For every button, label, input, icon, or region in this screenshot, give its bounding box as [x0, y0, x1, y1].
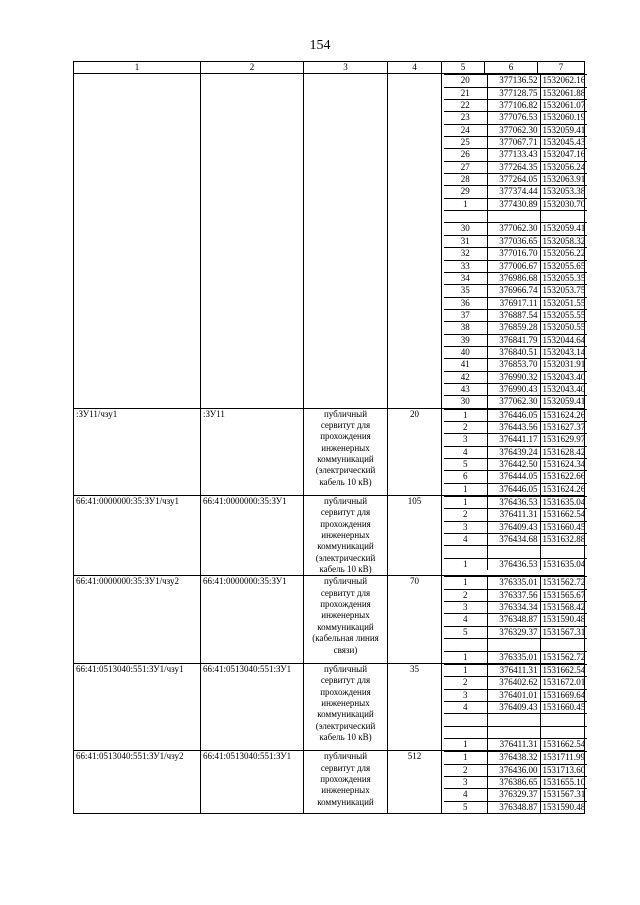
point-row: [444, 558, 587, 570]
point-number: 25: [444, 137, 487, 149]
point-number: 36: [444, 297, 487, 309]
parcel-number: 66:41:0513040:551:ЗУ1: [201, 663, 304, 750]
coordinate-y: [540, 639, 587, 651]
cadastral-part-number: :ЗУ11/чзу1: [74, 408, 201, 495]
coordinate-x: 376986.68: [487, 272, 540, 284]
point-row: [444, 359, 587, 371]
coordinate-x: 376443.56: [487, 421, 540, 433]
coordinate-x: [487, 546, 540, 558]
coordinate-y: 1531655.10: [540, 776, 587, 788]
point-row: [444, 260, 587, 272]
coordinate-x: 377006.67: [487, 260, 540, 272]
point-row: [444, 497, 587, 509]
point-number: 4: [444, 701, 487, 713]
coordinate-x: 376990.43: [487, 383, 540, 395]
coordinate-x: 377062.30: [487, 396, 540, 408]
point-row: [444, 248, 587, 260]
coordinate-y: 1531662.54: [540, 664, 587, 676]
easement-purpose: публичный сервитут для прохождения инженерных коммуникаций (электрический кабель 10 кВ): [304, 663, 388, 750]
area-value: 70: [388, 576, 442, 663]
coordinate-y: 1532055.35: [540, 272, 587, 284]
point-row: [444, 211, 587, 223]
coordinate-y: 1531562.72: [540, 651, 587, 663]
coordinate-y: 1531567.31: [540, 626, 587, 638]
point-row: [444, 639, 587, 651]
coordinate-y: 1531624.26: [540, 409, 587, 421]
coordinate-x: 376411.31: [487, 738, 540, 750]
point-number: 37: [444, 309, 487, 321]
coordinate-y: 1532059.41: [540, 124, 587, 136]
coordinate-y: 1532030.70: [540, 198, 587, 210]
coordinate-y: 1531565.67: [540, 589, 587, 601]
coordinate-y: 1532044.64: [540, 334, 587, 346]
coordinate-x: [487, 639, 540, 651]
coordinate-x: 377430.89: [487, 198, 540, 210]
coordinate-y: 1532053.75: [540, 285, 587, 297]
point-number: 26: [444, 149, 487, 161]
coordinate-x: 377264.05: [487, 174, 540, 186]
point-row: [444, 509, 587, 521]
coordinate-x: 376386.65: [487, 776, 540, 788]
coordinate-x: 376335.01: [487, 651, 540, 663]
coordinate-y: 1531624.34: [540, 459, 587, 471]
point-number: 1: [444, 577, 487, 589]
coordinate-y: 1532059.41: [540, 223, 587, 235]
coordinate-y: 1531660.45: [540, 521, 587, 533]
page-number: 154: [309, 38, 331, 53]
point-number: 1: [444, 483, 487, 495]
header-cell: 3: [304, 62, 388, 74]
coordinate-x: 376411.31: [487, 509, 540, 521]
header-cell: 6: [485, 62, 538, 74]
point-row: [444, 714, 587, 726]
point-number: [444, 639, 487, 651]
coordinate-x: 376348.87: [487, 801, 540, 813]
coordinate-x: [487, 726, 540, 738]
coordinate-y: 1531662.54: [540, 509, 587, 521]
coordinate-y: 1531562.72: [540, 577, 587, 589]
parcel-number: :ЗУ11: [201, 408, 304, 495]
coordinate-x: 377036.65: [487, 235, 540, 247]
coordinate-x: 376329.37: [487, 789, 540, 801]
point-number: 31: [444, 235, 487, 247]
coordinate-y: 1532053.38: [540, 186, 587, 198]
parcel-number: 66:41:0000000:35:ЗУ1: [201, 576, 304, 663]
point-row: [444, 75, 587, 87]
coordinate-x: 377062.30: [487, 124, 540, 136]
point-row: [444, 752, 587, 764]
point-row: [444, 87, 587, 99]
point-row: [444, 100, 587, 112]
point-row: [444, 346, 587, 358]
point-number: 29: [444, 186, 487, 198]
coordinate-x: 376990.32: [487, 371, 540, 383]
point-row: [444, 434, 587, 446]
coordinate-y: 1532063.91: [540, 174, 587, 186]
coordinate-x: 376436.53: [487, 558, 540, 570]
point-number: 1: [444, 198, 487, 210]
coordinate-x: 376966.74: [487, 285, 540, 297]
point-number: 5: [444, 626, 487, 638]
coordinate-x: 376337.56: [487, 589, 540, 601]
coordinate-x: 376411.31: [487, 664, 540, 676]
record-row: [74, 496, 585, 576]
point-number: [444, 546, 487, 558]
point-row: [444, 186, 587, 198]
coordinate-x: 377062.30: [487, 223, 540, 235]
point-row: [444, 112, 587, 124]
area-value: 512: [388, 751, 442, 814]
header-cell: 2: [201, 62, 304, 74]
point-row: [444, 174, 587, 186]
coordinate-x: 377067.71: [487, 137, 540, 149]
coordinate-y: 1532061.88: [540, 87, 587, 99]
coordinate-y: 1531635.04: [540, 558, 587, 570]
record-row: [74, 576, 585, 663]
coordinate-x: 377136.52: [487, 75, 540, 87]
coordinate-y: 1532043.40: [540, 383, 587, 395]
point-number: 3: [444, 776, 487, 788]
header-cell: 5: [442, 62, 485, 74]
points-cell: [442, 576, 585, 663]
point-number: 3: [444, 602, 487, 614]
coordinate-x: 376434.68: [487, 534, 540, 546]
points-cell: [442, 751, 585, 814]
coordinate-y: 1532050.55: [540, 322, 587, 334]
coordinate-x: [487, 211, 540, 223]
cadastral-part-number: 66:41:0000000:35:ЗУ1/чзу1: [74, 496, 201, 576]
point-number: 28: [444, 174, 487, 186]
point-number: 40: [444, 346, 487, 358]
points-cell: [442, 74, 585, 408]
point-row: [444, 223, 587, 235]
point-number: 5: [444, 801, 487, 813]
point-number: 34: [444, 272, 487, 284]
coordinate-x: 376401.01: [487, 689, 540, 701]
coordinate-y: 1532055.65: [540, 260, 587, 272]
coordinate-x: 376859.28: [487, 322, 540, 334]
point-number: [444, 714, 487, 726]
point-row: [444, 776, 587, 788]
coordinate-y: 1532031.91: [540, 359, 587, 371]
coordinate-y: 1531711.99: [540, 752, 587, 764]
coordinate-y: 1531590.48: [540, 614, 587, 626]
coordinate-x: 376841.79: [487, 334, 540, 346]
cadastral-part-number: 66:41:0513040:551:ЗУ1/чзу1: [74, 663, 201, 750]
area-value: 105: [388, 496, 442, 576]
point-number: 1: [444, 497, 487, 509]
point-number: 30: [444, 396, 487, 408]
point-number: 1: [444, 664, 487, 676]
coordinate-x: 376439.24: [487, 446, 540, 458]
coordinate-x: 377133.43: [487, 149, 540, 161]
coordinate-y: 1532043.14: [540, 346, 587, 358]
point-number: 2: [444, 589, 487, 601]
point-number: 42: [444, 371, 487, 383]
coordinate-y: 1532061.07: [540, 100, 587, 112]
coordinate-x: 376348.87: [487, 614, 540, 626]
point-row: [444, 383, 587, 395]
coordinate-x: 376446.05: [487, 409, 540, 421]
coordinate-y: [540, 714, 587, 726]
point-row: [444, 297, 587, 309]
cadastral-part-number: 66:41:0000000:35:ЗУ1/чзу2: [74, 576, 201, 663]
points-cell: [442, 496, 585, 576]
coordinate-x: 376442.50: [487, 459, 540, 471]
parcel-number: 66:41:0000000:35:ЗУ1: [201, 496, 304, 576]
coordinate-y: 1531568.42: [540, 602, 587, 614]
point-row: [444, 801, 587, 813]
point-number: 24: [444, 124, 487, 136]
point-number: 5: [444, 459, 487, 471]
point-row: [444, 689, 587, 701]
coordinate-x: 377374.44: [487, 186, 540, 198]
coordinate-y: 1532062.16: [540, 75, 587, 87]
coordinate-y: 1531660.45: [540, 701, 587, 713]
point-row: [444, 124, 587, 136]
easement-purpose: публичный сервитут для прохождения инженерных коммуникаций (электрический кабель 10 кВ): [304, 408, 388, 495]
points-table: [444, 664, 587, 750]
points-cell: [442, 663, 585, 750]
coordinate-x: 377128.75: [487, 87, 540, 99]
point-number: 33: [444, 260, 487, 272]
cadastral-part-number: [74, 74, 201, 408]
point-row: [444, 677, 587, 689]
points-table: [444, 409, 587, 495]
coordinate-x: 376444.05: [487, 471, 540, 483]
point-number: 21: [444, 87, 487, 99]
coordinate-y: [540, 726, 587, 738]
cadastral-part-number: 66:41:0513040:551:ЗУ1/чзу2: [74, 751, 201, 814]
point-number: 3: [444, 434, 487, 446]
coordinate-y: 1531627.37: [540, 421, 587, 433]
point-number: 32: [444, 248, 487, 260]
area-value: [388, 74, 442, 408]
easement-purpose: публичный сервитут для прохождения инженерных коммуникаций: [304, 751, 388, 814]
record-row: [74, 751, 585, 814]
coordinate-y: 1531672.01: [540, 677, 587, 689]
coordinate-x: 376335.01: [487, 577, 540, 589]
coordinate-y: 1532056.22: [540, 248, 587, 260]
coordinate-x: 376853.70: [487, 359, 540, 371]
point-row: [444, 285, 587, 297]
point-number: 30: [444, 223, 487, 235]
point-row: [444, 334, 587, 346]
point-row: [444, 664, 587, 676]
points-table: [444, 751, 587, 813]
easement-purpose: [304, 74, 388, 408]
point-number: 22: [444, 100, 487, 112]
point-row: [444, 738, 587, 750]
coordinate-y: 1532058.32: [540, 235, 587, 247]
point-row: [444, 396, 587, 408]
point-row: [444, 589, 587, 601]
point-number: 43: [444, 383, 487, 395]
coordinate-y: 1531629.97: [540, 434, 587, 446]
coordinate-x: 376409.43: [487, 701, 540, 713]
coordinate-y: [540, 211, 587, 223]
point-row: [444, 421, 587, 433]
header-cell: 7: [538, 62, 585, 74]
coordinate-x: 377264.35: [487, 161, 540, 173]
point-number: 1: [444, 558, 487, 570]
point-number: [444, 211, 487, 223]
point-row: [444, 322, 587, 334]
point-number: [444, 726, 487, 738]
coordinate-x: 376438.32: [487, 752, 540, 764]
coordinate-y: 1531622.66: [540, 471, 587, 483]
coordinate-y: 1532056.24: [540, 161, 587, 173]
point-row: [444, 198, 587, 210]
area-value: 20: [388, 408, 442, 495]
header-cell: 1: [74, 62, 201, 74]
point-number: 3: [444, 521, 487, 533]
coordinate-y: 1531669.64: [540, 689, 587, 701]
coordinate-x: 376436.53: [487, 497, 540, 509]
coordinate-y: 1532047.16: [540, 149, 587, 161]
point-row: [444, 764, 587, 776]
coordinate-x: 376436.00: [487, 764, 540, 776]
coordinate-x: 376441.17: [487, 434, 540, 446]
point-row: [444, 272, 587, 284]
point-number: 1: [444, 409, 487, 421]
point-number: 3: [444, 689, 487, 701]
easement-purpose: публичный сервитут для прохождения инженерных коммуникаций (электрический кабель 10 кВ): [304, 496, 388, 576]
point-row: [444, 651, 587, 663]
points-table: [444, 576, 587, 662]
coordinate-y: 1532060.19: [540, 112, 587, 124]
record-row: [74, 663, 585, 750]
point-number: 4: [444, 446, 487, 458]
coordinate-x: 376402.62: [487, 677, 540, 689]
coordinate-y: 1532055.55: [540, 309, 587, 321]
coordinate-x: 376409.43: [487, 521, 540, 533]
coordinate-x: [487, 714, 540, 726]
point-row: [444, 789, 587, 801]
coordinate-x: 376334.34: [487, 602, 540, 614]
parcel-number: [201, 74, 304, 408]
coordinate-x: 376329.37: [487, 626, 540, 638]
point-number: 4: [444, 789, 487, 801]
coordinate-x: 376917.11: [487, 297, 540, 309]
point-row: [444, 577, 587, 589]
easement-purpose: публичный сервитут для прохождения инженерных коммуникаций (кабельная линия связи): [304, 576, 388, 663]
point-row: [444, 149, 587, 161]
coordinate-y: 1531713.60: [540, 764, 587, 776]
point-number: 4: [444, 614, 487, 626]
point-number: 39: [444, 334, 487, 346]
coordinate-y: 1532045.43: [540, 137, 587, 149]
coordinate-y: 1531635.04: [540, 497, 587, 509]
point-row: [444, 701, 587, 713]
coordinate-x: 376446.05: [487, 483, 540, 495]
point-number: 41: [444, 359, 487, 371]
point-row: [444, 409, 587, 421]
point-row: [444, 602, 587, 614]
point-row: [444, 309, 587, 321]
coordinate-x: 376887.54: [487, 309, 540, 321]
point-row: [444, 137, 587, 149]
parcel-number: 66:41:0513040:551:ЗУ1: [201, 751, 304, 814]
point-row: [444, 534, 587, 546]
coordinate-y: 1531624.26: [540, 483, 587, 495]
point-row: [444, 446, 587, 458]
area-value: 35: [388, 663, 442, 750]
coordinate-x: 377076.53: [487, 112, 540, 124]
coordinate-y: 1531632.88: [540, 534, 587, 546]
point-row: [444, 471, 587, 483]
coordinate-y: 1531567.31: [540, 789, 587, 801]
coordinate-y: 1531662.54: [540, 738, 587, 750]
coordinate-y: 1532051.55: [540, 297, 587, 309]
point-number: 6: [444, 471, 487, 483]
header-cell: 4: [388, 62, 442, 74]
points-table: [444, 74, 587, 407]
coordinate-y: 1532043.40: [540, 371, 587, 383]
point-number: 27: [444, 161, 487, 173]
point-number: 4: [444, 534, 487, 546]
points-table: [444, 496, 587, 570]
point-number: 23: [444, 112, 487, 124]
point-row: [444, 521, 587, 533]
point-row: [444, 546, 587, 558]
point-number: 2: [444, 677, 487, 689]
coordinates-table: [73, 61, 585, 814]
coordinate-x: 376840.51: [487, 346, 540, 358]
point-row: [444, 161, 587, 173]
point-row: [444, 371, 587, 383]
point-row: [444, 459, 587, 471]
point-number: 2: [444, 764, 487, 776]
record-row: [74, 74, 585, 408]
coordinate-x: 377016.70: [487, 248, 540, 260]
point-number: 2: [444, 509, 487, 521]
coordinate-y: 1531590.48: [540, 801, 587, 813]
point-row: [444, 483, 587, 495]
point-row: [444, 614, 587, 626]
points-cell: [442, 408, 585, 495]
coordinate-y: [540, 546, 587, 558]
point-number: 20: [444, 75, 487, 87]
coordinate-y: 1532059.41: [540, 396, 587, 408]
point-number: 1: [444, 738, 487, 750]
point-number: 1: [444, 752, 487, 764]
point-row: [444, 235, 587, 247]
coordinate-x: 377106.82: [487, 100, 540, 112]
point-number: 2: [444, 421, 487, 433]
record-row: [74, 408, 585, 495]
header-row: [74, 62, 585, 74]
coordinate-y: 1531628.42: [540, 446, 587, 458]
point-row: [444, 626, 587, 638]
point-number: 35: [444, 285, 487, 297]
point-number: 38: [444, 322, 487, 334]
point-row: [444, 726, 587, 738]
point-number: 1: [444, 651, 487, 663]
